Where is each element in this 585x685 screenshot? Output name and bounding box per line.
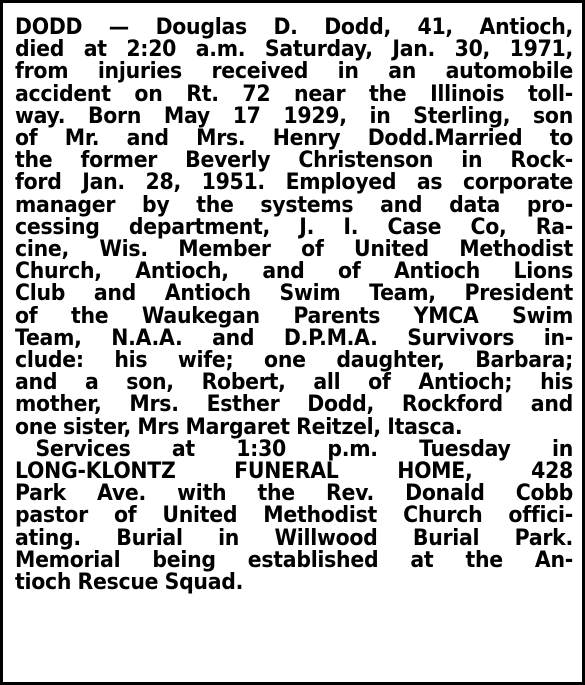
obituary-line: of Mr. and Mrs. Henry Dodd.Married to (15, 128, 573, 151)
obituary-line: ating. Burial in Willwood Burial Park. (15, 527, 573, 550)
obituary-line: accident on Rt. 72 near the Illinois toll- (15, 83, 573, 106)
obituary-line: pastor of United Methodist Church offici- (15, 505, 573, 528)
obituary-line: clude: his wife; one daughter, Barbara; (15, 350, 573, 373)
obituary-line: and a son, Robert, all of Antioch; his (15, 372, 573, 395)
obituary-line: Park Ave. with the Rev. Donald Cobb (15, 483, 573, 506)
obituary-line: Memorial being established at the An- (15, 549, 573, 573)
obituary-line: Club and Antioch Swim Team, President (15, 283, 573, 306)
obituary-line: DODD — Douglas D. Dodd, 41, Antioch, (15, 17, 573, 40)
obituary-line: way. Born May 17 1929, in Sterling, son (15, 105, 573, 129)
obituary-paragraph-2 (15, 439, 573, 594)
obituary-line: of the Waukegan Parents YMCA Swim (15, 305, 573, 328)
obituary-line: one sister, Mrs Margaret Reitzel, Itasca. (15, 416, 463, 439)
obituary-paragraph-1 (15, 17, 573, 439)
obituary-line: died at 2:20 a.m. Saturday, Jan. 30, 1971, (15, 39, 573, 62)
obituary-line: manager by the systems and data pro- (15, 194, 573, 217)
obituary-line: LONG-KLONTZ FUNERAL HOME, 428 (15, 461, 573, 484)
obituary-line: Church, Antioch, and of Antioch Lions (15, 261, 573, 284)
obituary-line: from injuries received in an automobile (15, 61, 573, 84)
obituary-line: cine, Wis. Member of United Methodist (15, 239, 573, 262)
obituary-line: cessing department, J. I. Case Co, Ra- (15, 216, 573, 240)
obituary-line: Services at 1:30 p.m. Tuesday in (35, 438, 573, 462)
obituary-line: Team, N.A.A. and D.P.M.A. Survivors in- (15, 327, 573, 351)
obituary-text (15, 17, 573, 594)
obituary-line: ford Jan. 28, 1951. Employed as corporate (15, 172, 573, 195)
obituary-line: mother, Mrs. Esther Dodd, Rockford and (15, 394, 573, 417)
obituary-line: tioch Rescue Squad. (15, 572, 244, 595)
obituary-line: the former Beverly Christenson in Rock- (15, 150, 573, 173)
